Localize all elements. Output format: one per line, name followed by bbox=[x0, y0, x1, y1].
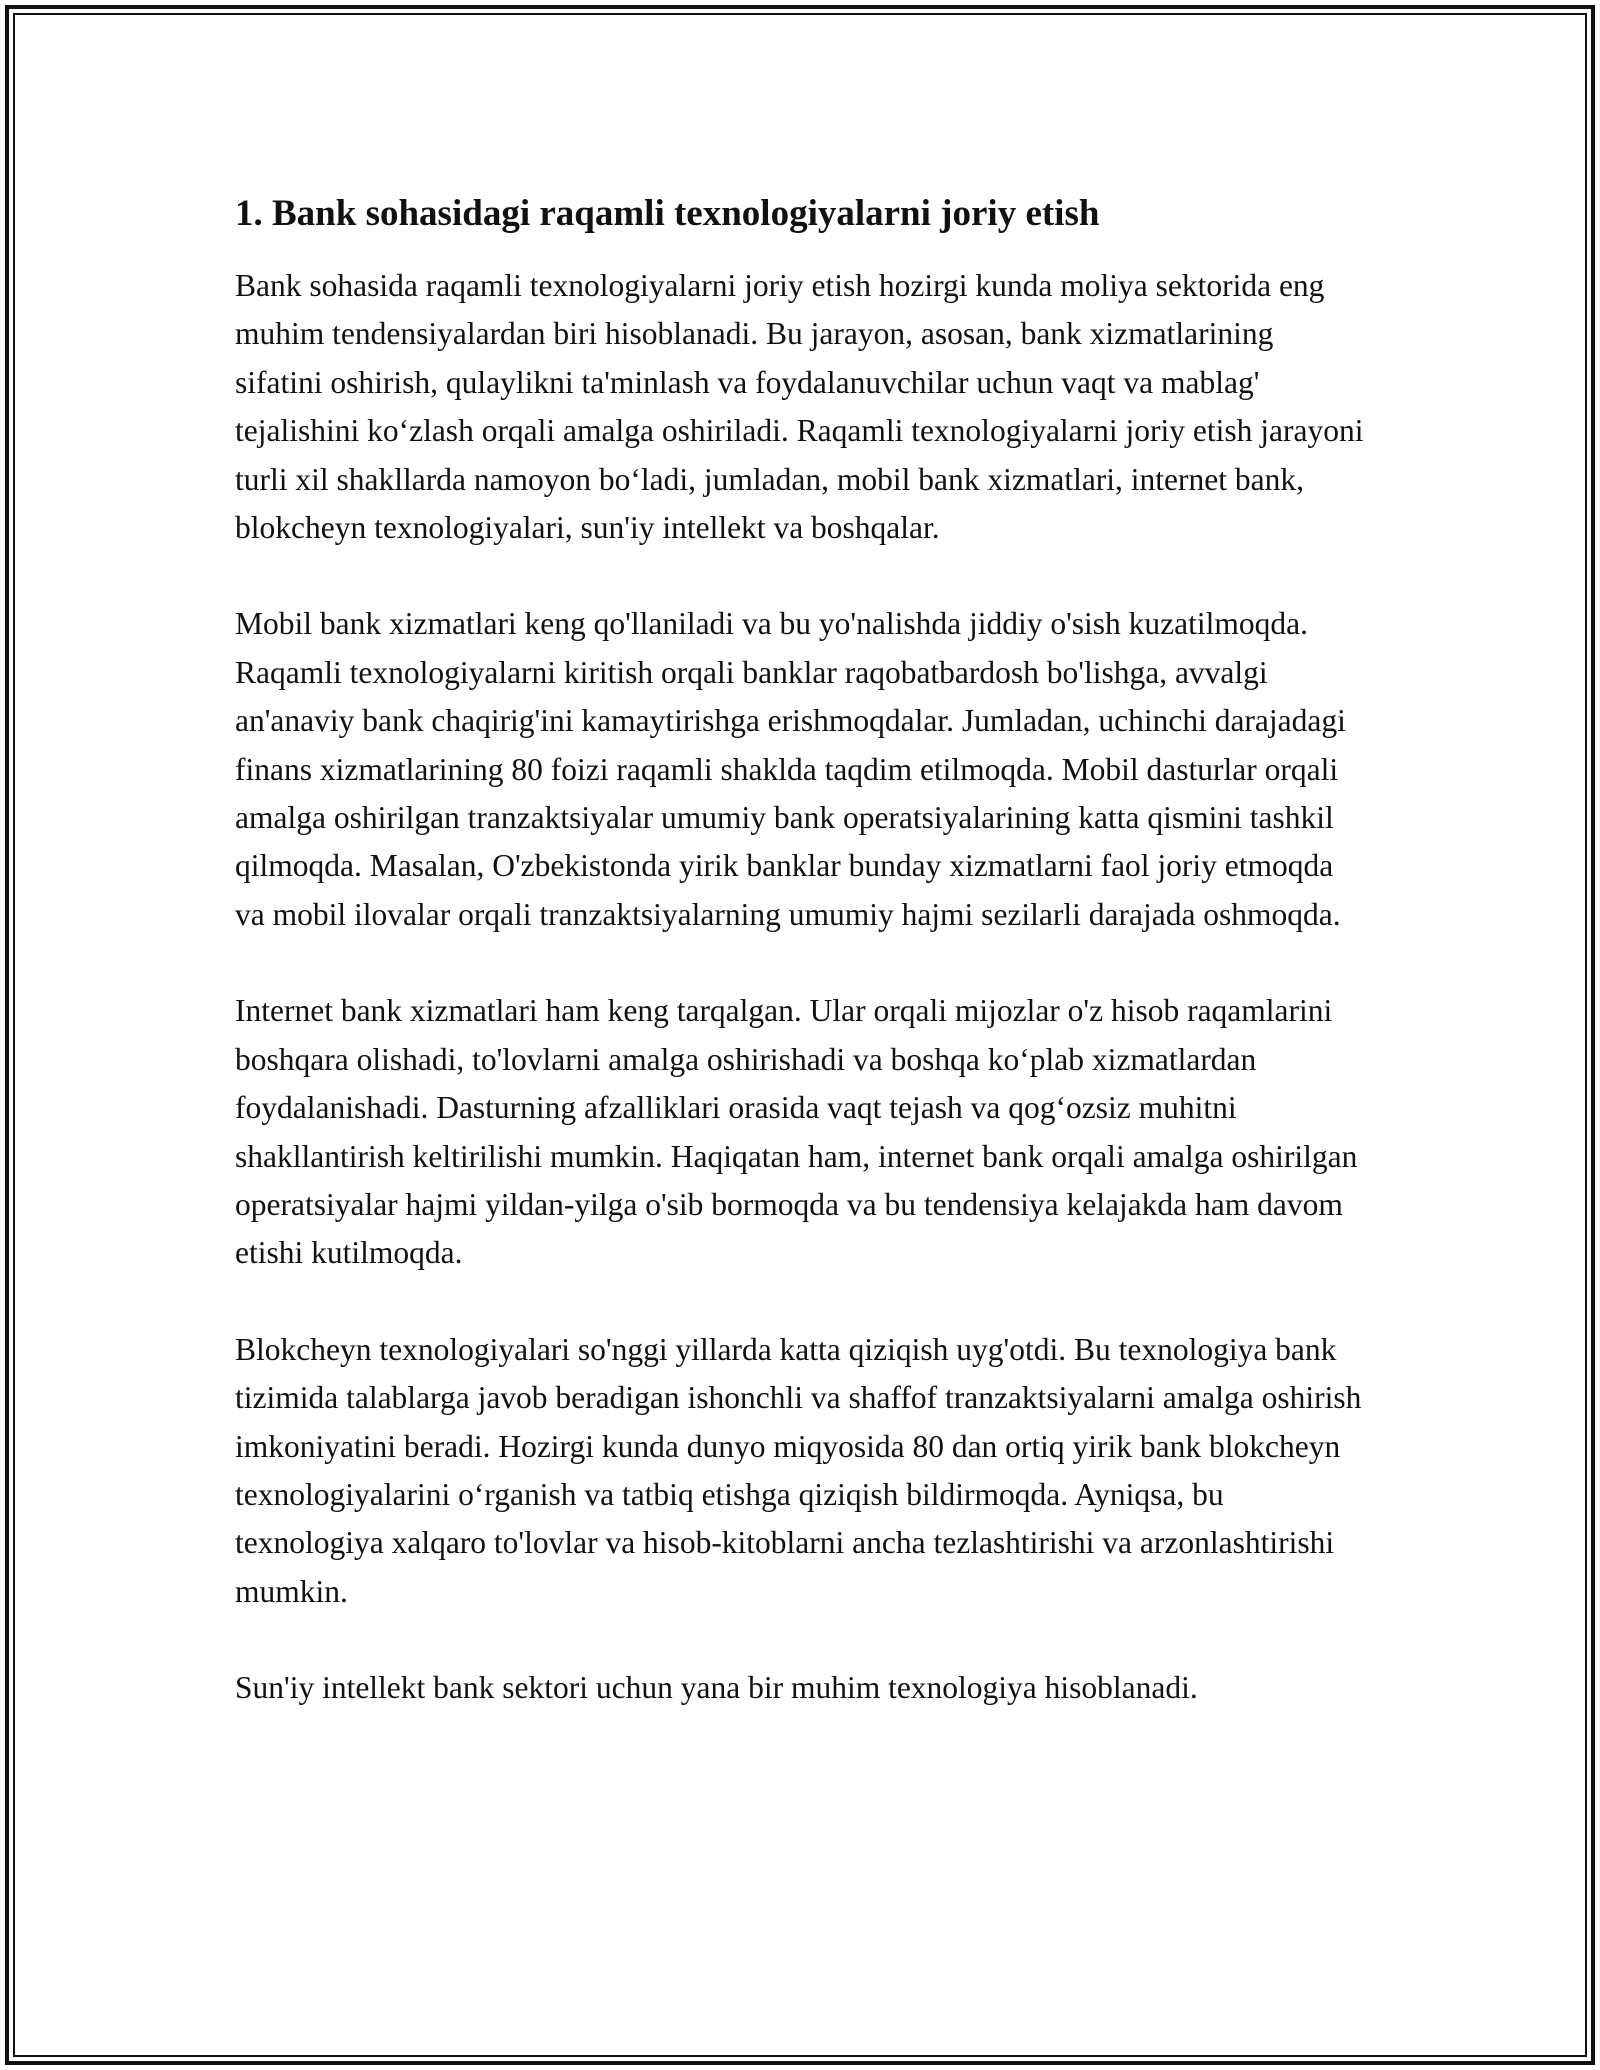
paragraph-internet-banking: Internet bank xizmatlari ham keng tarqalgan. Ular orqali mijozlar o'z hisob raqamlarini boshqara olishadi, to'lovlarni amalga oshirishadi va boshqa ko‘plab xizmatlardan foydalanishadi. Dasturning afzalliklari orasida vaqt tejash va qog‘ozsiz muhitni shakllantirish keltirilishi mumkin. Haqiqatan ham, internet bank orqali amalga oshirilgan operatsiyalar hajmi yildan-yilga o'sib bormoqda va bu tendensiya kelajakda ham davom etishi kutilmoqda. bbox=[235, 993, 1358, 1271]
section-heading: 1. Bank sohasidagi raqamli texnologiyalarni joriy etish bbox=[235, 193, 1100, 234]
document-body bbox=[235, 186, 1365, 1761]
paragraph-blockchain: Blokcheyn texnologiyalari so'nggi yillarda katta qiziqish uyg'otdi. Bu texnologiya bank tizimida talablarga javob beradigan ishonchli va shaffof tranzaktsiyalarni amalga oshirish imkoniyatini beradi. Hozirgi kunda dunyo miqyosida 80 dan ortiq yirik bank blokcheyn texnologiyalarini o‘rganish va tatbiq etishga qiziqish bildirmoqda. Ayniqsa, bu texnologiya xalqaro to'lovlar va hisob-kitoblarni ancha tezlashtirishi va arzonlashtirishi mumkin. bbox=[235, 1331, 1362, 1609]
paragraph-intro: Bank sohasida raqamli texnologiyalarni joriy etish hozirgi kunda moliya sektorida eng muhim tendensiyalardan biri hisoblanadi. Bu jarayon, asosan, bank xizmatlarining sifatini oshirish, qulaylikni ta'minlash va foydalanuvchilar uchun vaqt va mablag' tejalishini ko‘zlash orqali amalga oshiriladi. Raqamli texnologiyalarni joriy etish jarayoni turli xil shakllarda namoyon bo‘ladi, jumladan, mobil bank xizmatlari, internet bank, blokcheyn texnologiyalari, sun'iy intellekt va boshqalar. bbox=[235, 268, 1364, 546]
paragraph-mobile-banking: Mobil bank xizmatlari keng qo'llaniladi va bu yo'nalishda jiddiy o'sish kuzatilmoqda. Raqamli texnologiyalarni kiritish orqali banklar raqobatbardosh bo'lishga, avvalgi an'anaviy bank chaqirig'ini kamaytirishga erishmoqdalar. Jumladan, uchinchi darajadagi finans xizmatlarining 80 foizi raqamli shaklda taqdim etilmoqda. Mobil dasturlar orqali amalga oshirilgan tranzaktsiyalar umumiy bank operatsiyalarining katta qismini tashkil qilmoqda. Masalan, O'zbekistonda yirik banklar bunday xizmatlarni faol joriy etmoqda va mobil ilovalar orqali tranzaktsiyalarning umumiy hajmi sezilarli darajada oshmoqda. bbox=[235, 606, 1346, 932]
paragraph-ai: Sun'iy intellekt bank sektori uchun yana bir muhim texnologiya hisoblanadi. bbox=[235, 1670, 1198, 1706]
